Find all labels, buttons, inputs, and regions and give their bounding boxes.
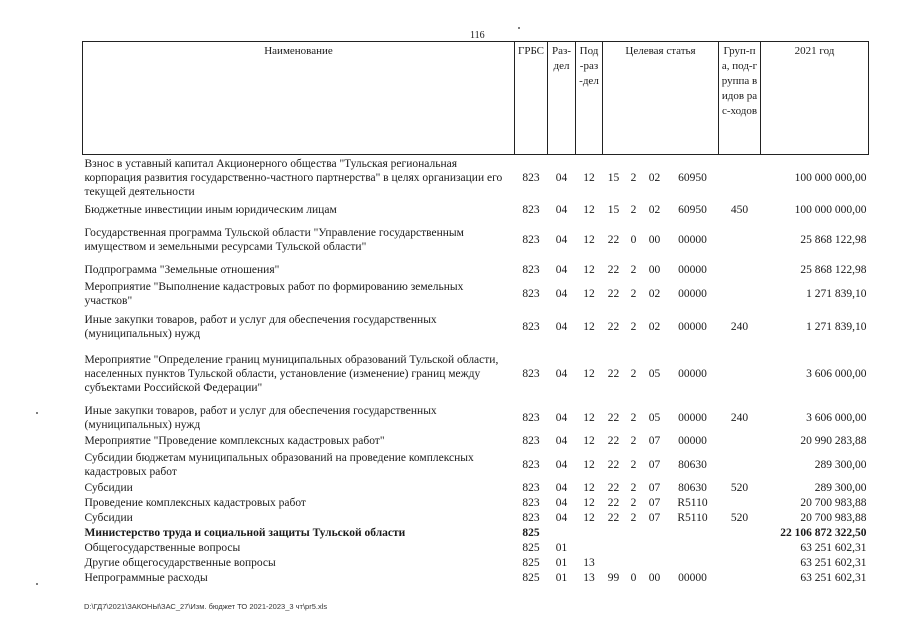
header-podrazdel: Под-раз-дел xyxy=(576,42,603,155)
row-grbs: 823 xyxy=(522,171,540,184)
row-target-code: 60950 xyxy=(678,203,707,216)
header-year: 2021 год xyxy=(761,42,869,155)
row-grbs: 825 xyxy=(522,542,540,554)
row-target-subprogram: 2 xyxy=(630,512,637,524)
row-name: Субсидии xyxy=(84,512,133,524)
row-podrazdel xyxy=(576,526,603,541)
row-expense-type xyxy=(719,526,761,541)
row-grbs: 823 xyxy=(522,233,540,246)
row-target-program: 22 xyxy=(607,287,620,300)
row-name: Общегосударственные вопросы xyxy=(84,542,241,554)
row-razdel: 04 xyxy=(555,411,568,424)
row-target-program: 15 xyxy=(607,203,620,216)
table-row xyxy=(83,541,869,556)
row-expense-type: 240 xyxy=(730,320,749,333)
row-expense-type xyxy=(719,571,761,586)
table-row xyxy=(83,496,869,511)
row-razdel: 04 xyxy=(555,497,568,509)
row-name: Субсидии бюджетам муниципальных образований на проведение комплексных кадастровых работ xyxy=(84,451,474,478)
row-grbs: 823 xyxy=(522,320,540,333)
row-target-event: 07 xyxy=(648,458,661,471)
row-grbs: 823 xyxy=(522,263,540,276)
row-target-program: 99 xyxy=(607,572,620,584)
table-row xyxy=(83,261,869,279)
row-target-program: 22 xyxy=(607,320,620,333)
row-target-code: R5110 xyxy=(677,512,708,524)
row-razdel: 04 xyxy=(555,512,568,524)
row-target-event: 02 xyxy=(648,203,661,216)
row-name: Непрограммные расходы xyxy=(84,572,208,584)
row-target-subprogram xyxy=(625,541,643,556)
row-razdel: 01 xyxy=(555,572,568,584)
row-target-program: 22 xyxy=(607,263,620,276)
row-target-subprogram: 2 xyxy=(630,320,637,333)
scan-speck xyxy=(36,583,38,585)
row-target-event: 02 xyxy=(648,287,661,300)
scan-speck xyxy=(36,412,38,414)
row-expense-type: 240 xyxy=(730,411,749,424)
row-target-subprogram: 2 xyxy=(630,263,637,276)
row-razdel: 04 xyxy=(555,263,568,276)
page-number: 116 xyxy=(470,30,485,41)
row-razdel: 04 xyxy=(555,287,568,300)
row-target-code: R5110 xyxy=(677,497,708,509)
row-grbs: 823 xyxy=(522,497,540,509)
row-amount: 1 271 839,10 xyxy=(806,287,867,300)
row-target-program xyxy=(603,526,625,541)
row-razdel: 01 xyxy=(555,542,568,554)
row-target-subprogram: 2 xyxy=(630,411,637,424)
row-expense-type xyxy=(719,433,761,449)
row-grbs: 825 xyxy=(522,527,540,539)
row-target-program: 22 xyxy=(607,482,620,494)
row-amount: 289 300,00 xyxy=(814,482,867,494)
row-target-subprogram: 2 xyxy=(630,497,637,509)
row-target-subprogram: 2 xyxy=(630,171,637,184)
row-expense-type xyxy=(719,449,761,481)
row-target-event xyxy=(643,556,667,571)
row-name: Иные закупки товаров, работ и услуг для обеспечения государственных (муниципальных) нужд xyxy=(84,313,437,340)
row-target-code xyxy=(667,526,719,541)
row-podrazdel: 13 xyxy=(583,572,595,584)
row-amount: 289 300,00 xyxy=(814,458,867,471)
row-amount: 3 606 000,00 xyxy=(806,411,867,424)
row-target-event: 05 xyxy=(648,367,661,380)
row-target-program: 22 xyxy=(607,497,620,509)
row-target-program: 22 xyxy=(607,233,620,246)
row-amount: 25 868 122,98 xyxy=(800,233,867,246)
row-target-event: 07 xyxy=(648,497,661,509)
row-target-subprogram: 2 xyxy=(630,434,637,447)
row-target-event: 05 xyxy=(648,411,661,424)
row-amount: 25 868 122,98 xyxy=(800,263,867,276)
row-target-code: 00000 xyxy=(678,320,707,333)
row-podrazdel: 12 xyxy=(583,203,595,216)
table-row xyxy=(83,279,869,309)
header-target: Целевая статья xyxy=(603,42,719,155)
header-group: Груп-па, под-группа видов рас-ходов xyxy=(719,42,761,155)
header-grbs: ГРБС xyxy=(515,42,548,155)
row-podrazdel xyxy=(576,541,603,556)
row-target-program: 15 xyxy=(607,171,620,184)
row-expense-type: 520 xyxy=(730,512,749,524)
row-razdel: 04 xyxy=(555,203,568,216)
table-row xyxy=(83,403,869,433)
row-razdel: 04 xyxy=(555,367,568,380)
row-target-code: 00000 xyxy=(678,434,707,447)
row-expense-type xyxy=(719,219,761,261)
row-target-program: 22 xyxy=(607,434,620,447)
table-row xyxy=(83,556,869,571)
row-target-event: 07 xyxy=(648,512,661,524)
row-target-subprogram: 0 xyxy=(630,233,637,246)
row-target-event xyxy=(643,526,667,541)
row-name: Государственная программа Тульской области "Управление государственным имуществом и земельными ресурсами Тульской области" xyxy=(84,226,464,253)
row-amount: 20 990 283,88 xyxy=(800,434,867,447)
row-target-event: 00 xyxy=(648,572,661,584)
row-grbs: 823 xyxy=(522,458,540,471)
row-amount: 63 251 602,31 xyxy=(800,572,867,584)
row-podrazdel: 12 xyxy=(583,458,595,471)
row-podrazdel: 12 xyxy=(583,171,595,184)
row-target-event: 02 xyxy=(648,320,661,333)
row-target-code xyxy=(667,541,719,556)
row-target-code: 00000 xyxy=(678,287,707,300)
row-razdel: 01 xyxy=(555,557,568,569)
row-grbs: 825 xyxy=(522,557,540,569)
row-razdel: 04 xyxy=(555,171,568,184)
row-podrazdel: 12 xyxy=(583,263,595,276)
row-name: Мероприятие "Выполнение кадастровых работ по формированию земельных участков" xyxy=(84,280,464,307)
row-target-program: 22 xyxy=(607,512,620,524)
table-row xyxy=(83,449,869,481)
row-amount: 100 000 000,00 xyxy=(794,203,867,216)
row-target-program xyxy=(603,541,625,556)
row-name: Иные закупки товаров, работ и услуг для обеспечения государственных (муниципальных) нужд xyxy=(84,404,437,431)
row-expense-type xyxy=(719,541,761,556)
row-target-program: 22 xyxy=(607,458,620,471)
row-target-code xyxy=(667,556,719,571)
row-amount: 63 251 602,31 xyxy=(800,542,867,554)
row-podrazdel: 13 xyxy=(583,557,595,569)
row-name: Субсидии xyxy=(84,482,133,494)
row-expense-type xyxy=(719,155,761,201)
row-target-code: 00000 xyxy=(678,263,707,276)
row-name: Бюджетные инвестиции иным юридическим лицам xyxy=(84,203,337,216)
table-row xyxy=(83,345,869,403)
row-name: Другие общегосударственные вопросы xyxy=(84,557,276,569)
header-razdel: Раз-дел xyxy=(548,42,576,155)
table-row xyxy=(83,155,869,201)
row-name: Министерство труда и социальной защиты Тульской области xyxy=(84,527,406,539)
table-header-row xyxy=(83,42,869,155)
row-target-code: 00000 xyxy=(678,367,707,380)
row-razdel: 04 xyxy=(555,434,568,447)
row-grbs: 823 xyxy=(522,434,540,447)
row-target-subprogram: 2 xyxy=(630,482,637,494)
row-target-event: 07 xyxy=(648,482,661,494)
row-target-subprogram: 2 xyxy=(630,367,637,380)
scan-speck xyxy=(518,27,520,29)
row-podrazdel: 12 xyxy=(583,434,595,447)
row-razdel: 04 xyxy=(555,233,568,246)
table-row xyxy=(83,433,869,449)
row-amount: 20 700 983,88 xyxy=(800,497,867,509)
row-grbs: 823 xyxy=(522,367,540,380)
row-expense-type xyxy=(719,279,761,309)
row-amount: 100 000 000,00 xyxy=(794,171,867,184)
row-target-subprogram xyxy=(625,556,643,571)
row-target-subprogram xyxy=(625,526,643,541)
row-name: Подпрограмма "Земельные отношения" xyxy=(84,263,280,276)
row-grbs: 823 xyxy=(522,287,540,300)
table-row xyxy=(83,219,869,261)
row-target-program xyxy=(603,556,625,571)
row-target-event: 00 xyxy=(648,233,661,246)
row-grbs: 823 xyxy=(522,203,540,216)
row-target-code: 80630 xyxy=(678,458,707,471)
table-row xyxy=(83,201,869,219)
row-target-event: 00 xyxy=(648,263,661,276)
row-amount: 22 106 872 322,50 xyxy=(780,527,867,539)
row-name: Мероприятие "Определение границ муниципальных образований Тульской области, населенных пунктов Тульской области, установление (изменение) границ между субъектами Российской Федерации" xyxy=(84,353,499,394)
row-amount: 63 251 602,31 xyxy=(800,557,867,569)
row-target-subprogram: 2 xyxy=(630,203,637,216)
table-body xyxy=(83,155,869,586)
row-expense-type xyxy=(719,345,761,403)
row-target-event: 02 xyxy=(648,171,661,184)
row-expense-type xyxy=(719,556,761,571)
row-target-code: 80630 xyxy=(678,482,707,494)
row-expense-type xyxy=(719,496,761,511)
row-amount: 20 700 983,88 xyxy=(800,512,867,524)
row-razdel: 04 xyxy=(555,482,568,494)
row-name: Взнос в уставный капитал Акционерного общества "Тульская региональная корпорация развития государственно-частного партнерства" в целях организации его текущей деятельности xyxy=(84,157,503,198)
table-row xyxy=(83,571,869,586)
row-grbs: 823 xyxy=(522,411,540,424)
row-target-code: 60950 xyxy=(678,171,707,184)
row-expense-type xyxy=(719,261,761,279)
budget-table xyxy=(82,41,869,586)
row-razdel xyxy=(548,526,576,541)
row-podrazdel: 12 xyxy=(583,320,595,333)
row-podrazdel: 12 xyxy=(583,367,595,380)
file-path-footer: D:\ГД7\2021\ЗАКОНЫ\ЗАС_27\Изм. бюджет ТО 2021-2023_3 чт\pr5.xls xyxy=(84,602,328,611)
table-row xyxy=(83,481,869,496)
row-grbs: 825 xyxy=(522,572,540,584)
header-name: Наименование xyxy=(83,42,515,155)
row-podrazdel: 12 xyxy=(583,512,595,524)
row-razdel: 04 xyxy=(555,458,568,471)
row-target-subprogram: 0 xyxy=(630,572,637,584)
row-target-code: 00000 xyxy=(678,572,707,584)
row-target-subprogram: 2 xyxy=(630,458,637,471)
row-expense-type: 520 xyxy=(730,482,749,494)
row-amount: 3 606 000,00 xyxy=(806,367,867,380)
row-target-program: 22 xyxy=(607,411,620,424)
row-podrazdel: 12 xyxy=(583,233,595,246)
row-target-program: 22 xyxy=(607,367,620,380)
row-target-code: 00000 xyxy=(678,411,707,424)
row-target-event: 07 xyxy=(648,434,661,447)
row-podrazdel: 12 xyxy=(583,497,595,509)
row-target-event xyxy=(643,541,667,556)
row-name: Проведение комплексных кадастровых работ xyxy=(84,497,306,509)
row-podrazdel: 12 xyxy=(583,411,595,424)
row-podrazdel: 12 xyxy=(583,482,595,494)
table-row xyxy=(83,526,869,541)
row-grbs: 823 xyxy=(522,482,540,494)
row-name: Мероприятие "Проведение комплексных кадастровых работ" xyxy=(84,434,385,447)
table-row xyxy=(83,511,869,526)
row-podrazdel: 12 xyxy=(583,287,595,300)
row-amount: 1 271 839,10 xyxy=(806,320,867,333)
table-row xyxy=(83,309,869,345)
row-razdel: 04 xyxy=(555,320,568,333)
row-expense-type: 450 xyxy=(730,203,749,216)
row-grbs: 823 xyxy=(522,512,540,524)
row-target-code: 00000 xyxy=(678,233,707,246)
row-target-subprogram: 2 xyxy=(630,287,637,300)
